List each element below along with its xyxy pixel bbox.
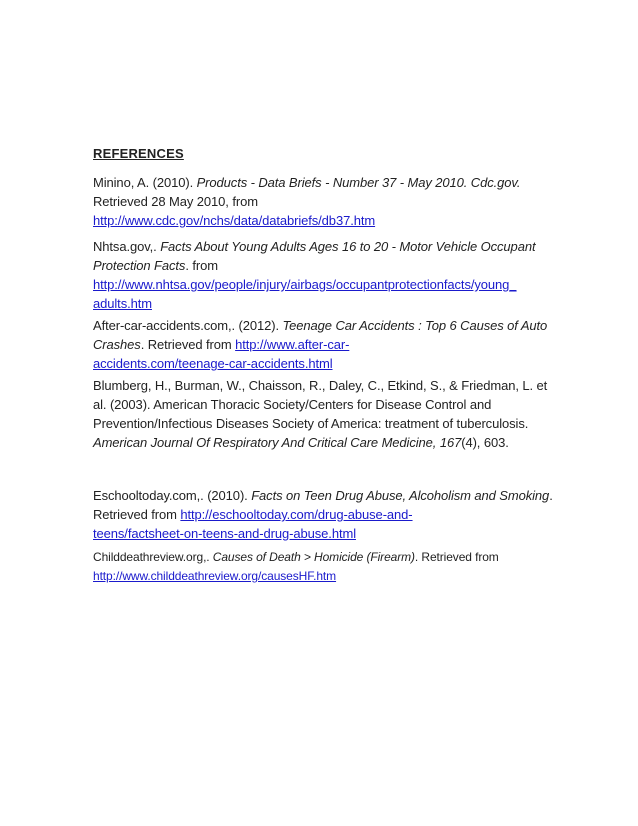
reference-title: Facts on Teen Drug Abuse, Alcoholism and Smoking <box>251 488 550 503</box>
reference-journal: American Journal Of Respiratory And Critical Care Medicine, <box>93 435 437 450</box>
reference-retrieved: Retrieved 28 May 2010, from <box>93 194 258 209</box>
reference-link-part2[interactable]: accidents.com/teenage-car-accidents.html <box>93 356 333 371</box>
reference-title: Causes of Death > Homicide (Firearm) <box>212 550 415 564</box>
reference-title: Teenage Car Accidents : Top 6 Causes of Auto Crashes <box>93 318 548 352</box>
reference-retrieved: . Retrieved from <box>140 337 236 352</box>
reference-link-part1[interactable]: http://www.nhtsa.gov/people/injury/airbags/occupantprotectionfacts/young_ <box>93 277 517 292</box>
references-heading: REFERENCES <box>93 146 184 161</box>
reference-volume: 167 <box>439 435 462 450</box>
reference-author-date: Minino, A. (2010). <box>93 175 197 190</box>
reference-link-part2[interactable]: adults.htm <box>93 296 152 311</box>
reference-link-part1[interactable]: http://eschooltoday.com/drug-abuse-and- <box>180 507 413 522</box>
reference-title: Products - Data Briefs - Number 37 - May 2010. Cdc.gov. <box>196 175 521 190</box>
reference-retrieved: . Retrieved from <box>93 488 553 522</box>
reference-author-date: Eschooltoday.com,. (2010). <box>93 488 252 503</box>
reference-title: Facts About Young Adults Ages 16 to 20 - Motor Vehicle Occupant Protection Facts <box>93 239 536 273</box>
reference-author-citation: Blumberg, H., Burman, W., Chaisson, R., Daley, C., Etkind, S., & Friedman, L. et al. (2003). American Thoracic Society/Centers for Disease Control and Prevention/Infectious Diseases Society of America: treatment of tuberculosis. <box>93 378 548 431</box>
reference-author-date: After-car-accidents.com,. (2012). <box>93 318 283 333</box>
reference-link[interactable]: http://www.childdeathreview.org/causesHF.htm <box>93 569 337 583</box>
reference-after-car-accidents <box>93 316 553 373</box>
reference-retrieved: . from <box>185 258 218 273</box>
reference-author-date: Childdeathreview.org,. <box>93 550 213 564</box>
reference-link-part1[interactable]: http://www.after-car- <box>235 337 350 352</box>
reference-childdeathreview <box>93 548 553 586</box>
reference-author-date: Nhtsa.gov,. <box>93 239 161 254</box>
reference-issue-page: (4), 603. <box>461 435 509 450</box>
reference-eschooltoday <box>93 486 553 543</box>
reference-blumberg <box>93 376 553 452</box>
reference-retrieved: . Retrieved from <box>414 550 499 564</box>
reference-minino <box>93 173 553 230</box>
reference-link-part2[interactable]: teens/factsheet-on-teens-and-drug-abuse.html <box>93 526 356 541</box>
reference-nhtsa <box>93 237 553 313</box>
reference-link[interactable]: http://www.cdc.gov/nchs/data/databriefs/db37.htm <box>93 213 376 228</box>
